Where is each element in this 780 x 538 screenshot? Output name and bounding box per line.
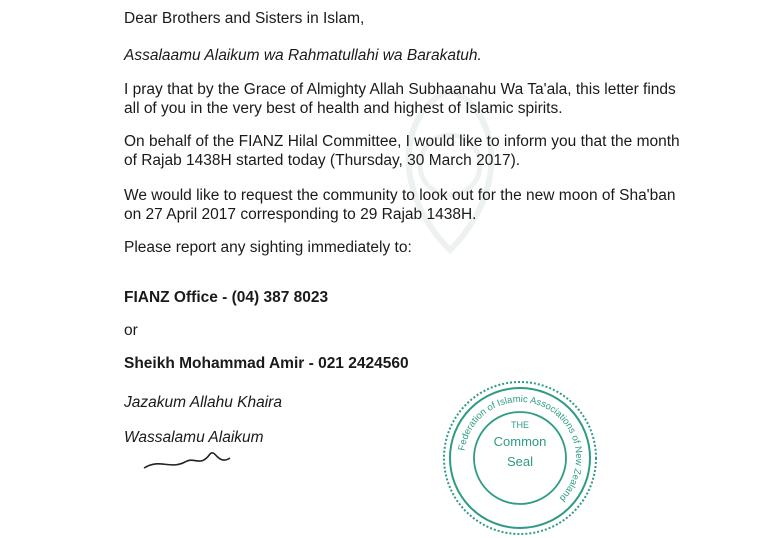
paragraph-3-line-2: on 27 April 2017 corresponding to 29 Rajab 1438H. xyxy=(124,206,477,223)
paragraph-3-line-1: We would like to request the community to look out for the new moon of Sha'ban xyxy=(124,187,676,204)
seal-line-common: Common xyxy=(493,434,547,449)
signature-image xyxy=(140,448,250,472)
seal-line-the: THE xyxy=(511,420,529,430)
paragraph-2-line-2: of Rajab 1438H started today (Thursday, 30 March 2017). xyxy=(124,152,521,169)
paragraph-4: Please report any sighting immediately to: xyxy=(124,239,412,256)
closing-wassalamu: Wassalamu Alaikum xyxy=(124,429,264,446)
islamic-greeting: Assalaamu Alaikum wa Rahmatullahi wa Barakatuh. xyxy=(124,47,482,64)
seal-line-seal: Seal xyxy=(506,454,534,469)
paragraph-1-line-2: all of you in the very best of health and highest of Islamic spirits. xyxy=(124,100,563,117)
paragraph-1-line-1: I pray that by the Grace of Almighty Allah Subhaanahu Wa Ta'ala, this letter finds xyxy=(124,81,676,98)
paragraph-2-line-1: On behalf of the FIANZ Hilal Committee, I would like to inform you that the month xyxy=(124,133,680,150)
salutation: Dear Brothers and Sisters in Islam, xyxy=(124,10,365,27)
closing-jazakum: Jazakum Allahu Khaira xyxy=(124,394,282,411)
common-seal xyxy=(440,378,600,538)
contact-sheikh: Sheikh Mohammad Amir - 021 2424560 xyxy=(124,355,409,372)
seal-ring-text: Federation of Islamic Associations of New Zealand xyxy=(456,393,585,504)
or-text: or xyxy=(124,322,138,339)
contact-fianz-office: FIANZ Office - (04) 387 8023 xyxy=(124,289,329,306)
